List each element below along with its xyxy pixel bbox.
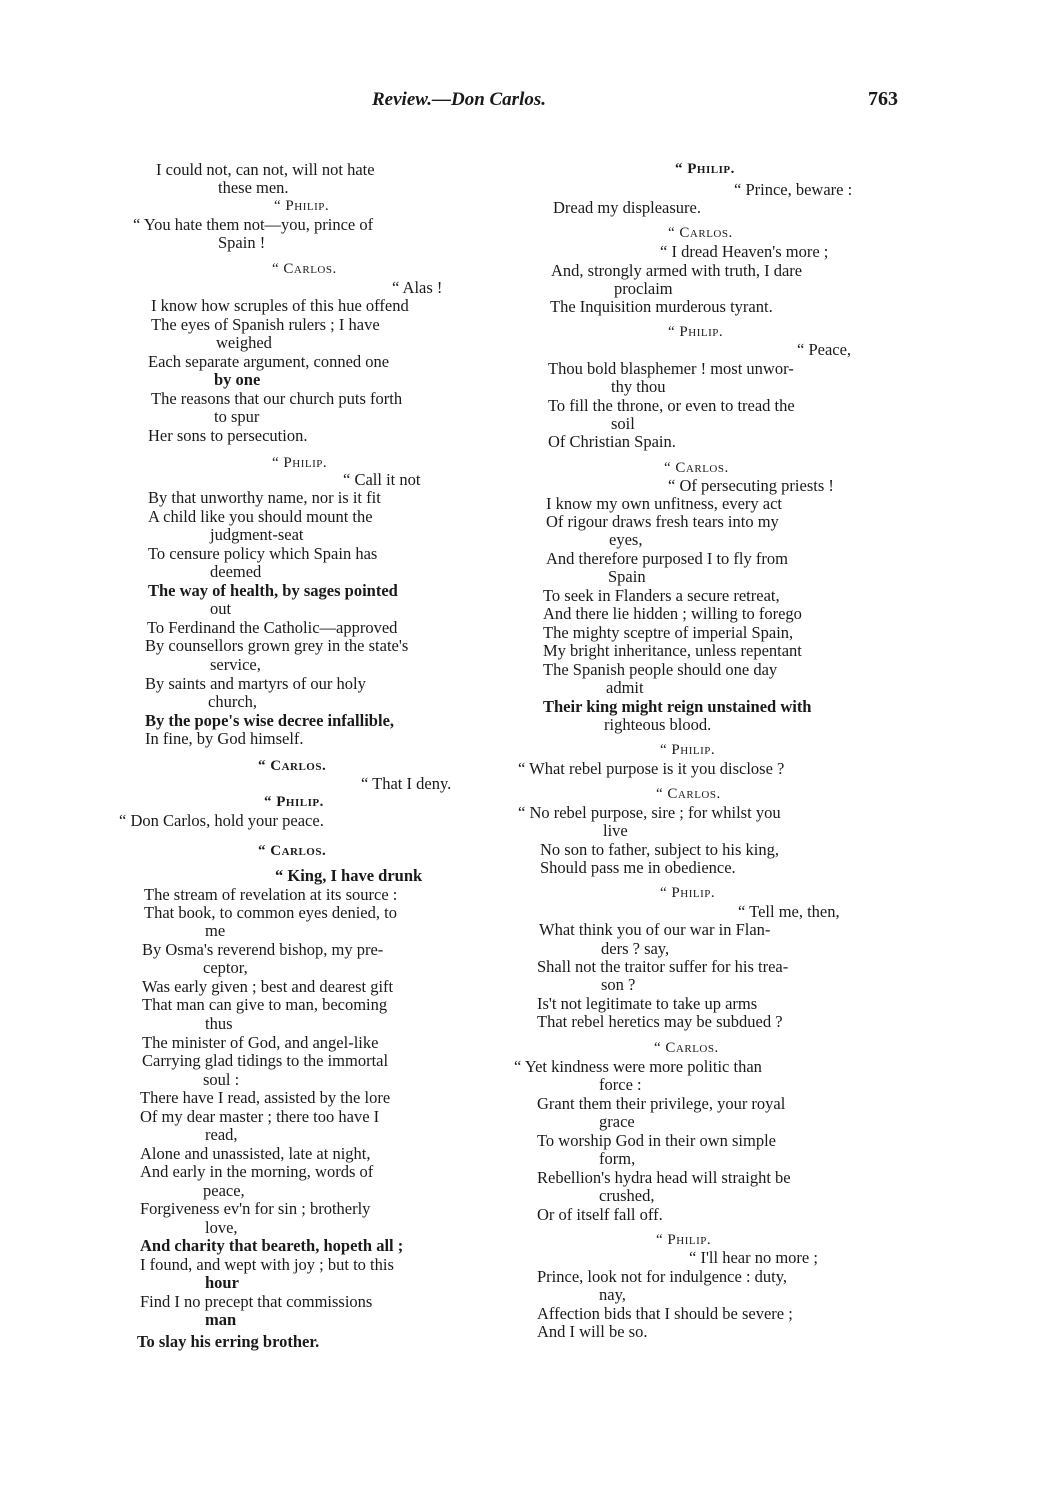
verse-line: proclaim — [614, 279, 673, 298]
verse-line: Shall not the traitor suffer for his trea- — [537, 957, 789, 976]
verse-line: Their king might reign unstained with — [543, 697, 812, 716]
verse-line: Rebellion's hydra head will straight be — [537, 1168, 791, 1187]
verse-line: out — [210, 599, 232, 618]
verse-line: by one — [214, 370, 261, 389]
verse-line: “ What rebel purpose is it you disclose ? — [518, 759, 785, 778]
verse-line: Dread my displeasure. — [553, 198, 701, 217]
verse-line: Grant them their privilege, your royal — [537, 1094, 786, 1113]
verse-line: Alone and unassisted, late at night, — [140, 1144, 371, 1163]
verse-line: soil — [611, 414, 635, 433]
verse-line: To Ferdinand the Catholic—approved — [147, 618, 398, 637]
verse-line: Spain ! — [218, 233, 266, 252]
verse-line: The minister of God, and angel-like — [142, 1033, 379, 1052]
verse-line: Her sons to persecution. — [148, 426, 308, 445]
verse-line: admit — [606, 678, 644, 697]
verse-line: To slay his erring brother. — [137, 1332, 320, 1351]
verse-line: To seek in Flanders a secure retreat, — [543, 586, 780, 605]
verse-line: “ No rebel purpose, sire ; for whilst you — [518, 803, 781, 822]
verse-line: Of my dear master ; there too have I — [140, 1107, 380, 1126]
speaker-label: “ Philip. — [272, 455, 328, 471]
verse-line: judgment-seat — [210, 525, 304, 544]
verse-line: me — [205, 921, 226, 940]
verse-line: That book, to common eyes denied, to — [144, 903, 397, 922]
verse-line: My bright inheritance, unless repentant — [543, 641, 802, 660]
verse-line: Affection bids that I should be severe ; — [537, 1304, 793, 1323]
verse-line: The Spanish people should one day — [543, 660, 778, 679]
verse-line: these men. — [218, 178, 289, 197]
verse-line: That man can give to man, becoming — [142, 995, 388, 1014]
verse-line: force : — [599, 1075, 642, 1094]
verse-line: I know how scruples of this hue offend — [151, 296, 409, 315]
verse-line: “ Yet kindness were more politic than — [514, 1057, 762, 1076]
verse-line: “ That I deny. — [361, 774, 452, 793]
verse-line: “ Call it not — [343, 470, 421, 489]
verse-line: love, — [205, 1218, 238, 1237]
verse-line: thus — [205, 1014, 233, 1033]
verse-line: crushed, — [599, 1186, 655, 1205]
verse-line: form, — [599, 1149, 636, 1168]
speaker-label: “ Carlos. — [258, 843, 327, 859]
verse-line: Find I no precept that commissions — [140, 1292, 373, 1311]
verse-line: ceptor, — [203, 958, 248, 977]
verse-line: By saints and martyrs of our holy — [145, 674, 366, 693]
verse-line: “ I dread Heaven's more ; — [660, 242, 829, 261]
verse-line: I could not, can not, will not hate — [156, 160, 375, 179]
verse-line: “ Peace, — [797, 340, 852, 359]
page-number: 763 — [868, 88, 898, 110]
verse-line: Or of itself fall off. — [537, 1205, 663, 1224]
verse-line: “ Prince, beware : — [734, 180, 853, 199]
verse-line: ders ? say, — [601, 939, 670, 958]
verse-line: nay, — [599, 1285, 626, 1304]
verse-line: son ? — [601, 975, 636, 994]
verse-line: Was early given ; best and dearest gift — [142, 977, 394, 996]
verse-line: Prince, look not for indulgence : duty, — [537, 1267, 788, 1286]
speaker-label: “ Carlos. — [272, 261, 337, 277]
verse-line: read, — [205, 1125, 238, 1144]
verse-line: weighed — [216, 333, 272, 352]
verse-line: Of rigour draws fresh tears into my — [546, 512, 779, 531]
verse-line: peace, — [203, 1181, 245, 1200]
verse-line: I know my own unfitness, every act — [546, 494, 782, 513]
verse-line: To worship God in their own simple — [537, 1131, 776, 1150]
speaker-label: “ Philip. — [668, 324, 724, 340]
verse-line: Of Christian Spain. — [548, 432, 676, 451]
verse-line: to spur — [214, 407, 260, 426]
verse-line: I found, and wept with joy ; but to this — [140, 1255, 394, 1274]
verse-line: “ Don Carlos, hold your peace. — [119, 811, 324, 830]
verse-line: grace — [599, 1112, 635, 1131]
verse-line: Each separate argument, conned one — [148, 352, 390, 371]
verse-line: The reasons that our church puts forth — [151, 389, 403, 408]
verse-line: To censure policy which Spain has — [148, 544, 378, 563]
verse-line: And charity that beareth, hopeth all ; — [140, 1236, 404, 1255]
verse-line: And therefore purposed I to fly from — [546, 549, 788, 568]
verse-line: By that unworthy name, nor is it fit — [148, 488, 381, 507]
verse-line: The way of health, by sages pointed — [148, 581, 398, 600]
verse-line: What think you of our war in Flan- — [539, 920, 771, 939]
speaker-label: “ Philip. — [264, 794, 324, 810]
verse-line: There have I read, assisted by the lore — [140, 1088, 391, 1107]
speaker-label: “ Philip. — [660, 742, 716, 758]
verse-line: soul : — [203, 1070, 240, 1089]
verse-line: Forgiveness ev'n for sin ; brotherly — [140, 1199, 371, 1218]
verse-line: The stream of revelation at its source : — [144, 885, 398, 904]
verse-line: man — [205, 1310, 237, 1329]
speaker-label: “ Carlos. — [258, 758, 327, 774]
verse-line: Is't not legitimate to take up arms — [537, 994, 758, 1013]
verse-line: A child like you should mount the — [148, 507, 373, 526]
verse-line: And there lie hidden ; willing to forego — [543, 604, 802, 623]
verse-line: righteous blood. — [604, 715, 712, 734]
verse-line: eyes, — [609, 530, 643, 549]
verse-line: The mighty sceptre of imperial Spain, — [543, 623, 794, 642]
verse-line: “ King, I have drunk — [275, 866, 423, 885]
verse-line: And I will be so. — [537, 1322, 648, 1341]
speaker-label: “ Philip. — [274, 198, 330, 214]
verse-line: thy thou — [611, 377, 666, 396]
verse-line: Carrying glad tidings to the immortal — [142, 1051, 389, 1070]
verse-line: To fill the throne, or even to tread the — [548, 396, 795, 415]
verse-line: “ Tell me, then, — [738, 902, 840, 921]
running-title: Review.—Don Carlos. — [372, 89, 546, 110]
speaker-label: “ Philip. — [675, 161, 735, 177]
verse-line: Should pass me in obedience. — [540, 858, 736, 877]
verse-line: “ Of persecuting priests ! — [668, 476, 834, 495]
verse-line: service, — [210, 655, 261, 674]
verse-line: By Osma's reverend bishop, my pre- — [142, 940, 384, 959]
verse-line: Spain — [608, 567, 646, 586]
speaker-label: “ Philip. — [660, 885, 716, 901]
verse-line: The Inquisition murderous tyrant. — [550, 297, 773, 316]
verse-line: deemed — [210, 562, 262, 581]
verse-line: live — [603, 821, 628, 840]
verse-line: That rebel heretics may be subdued ? — [537, 1012, 783, 1031]
verse-line: No son to father, subject to his king, — [540, 840, 780, 859]
verse-line: Thou bold blasphemer ! most unwor- — [548, 359, 794, 378]
speaker-label: “ Carlos. — [656, 786, 721, 802]
verse-line: hour — [205, 1273, 239, 1292]
speaker-label: “ Carlos. — [668, 225, 733, 241]
verse-line: In fine, by God himself. — [145, 729, 304, 748]
verse-line: By counsellors grown grey in the state's — [145, 636, 409, 655]
speaker-label: “ Philip. — [656, 1232, 712, 1248]
speaker-label: “ Carlos. — [654, 1040, 719, 1056]
verse-line: “ Alas ! — [392, 278, 443, 297]
verse-line: And early in the morning, words of — [140, 1162, 374, 1181]
speaker-label: “ Carlos. — [664, 460, 729, 476]
verse-line: “ I'll hear no more ; — [689, 1248, 818, 1267]
verse-line: The eyes of Spanish rulers ; I have — [151, 315, 380, 334]
verse-line: And, strongly armed with truth, I dare — [551, 261, 803, 280]
verse-line: “ You hate them not—you, prince of — [133, 215, 374, 234]
verse-line: By the pope's wise decree infallible, — [145, 711, 395, 730]
verse-line: church, — [208, 692, 258, 711]
